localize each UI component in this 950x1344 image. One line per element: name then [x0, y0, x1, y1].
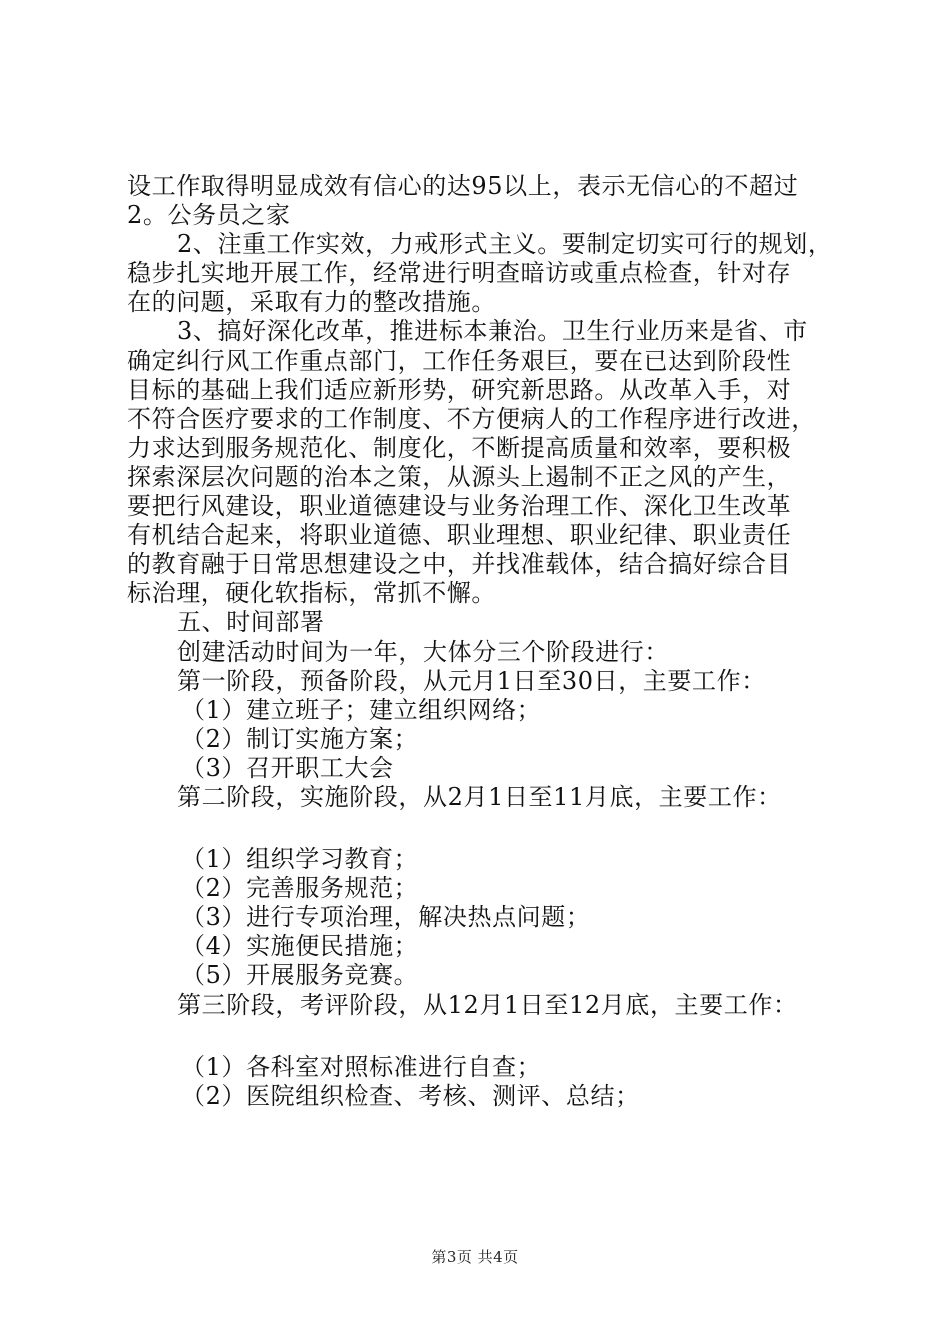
section-heading: 五、时间部署 [177, 608, 325, 637]
blank-line [127, 1020, 837, 1053]
paragraph-line: 3、搞好深化改革，推进标本兼治。卫生行业历来是省、市 [177, 317, 808, 346]
paragraph-line: 2、注重工作实效，力戒形式主义。要制定切实可行的规划， [177, 230, 833, 259]
paragraph-line: 的教育融于日常思想建设之中，并找准载体，结合搞好综合目 [127, 550, 792, 579]
paragraph-line: 目标的基础上我们适应新形势，研究新思路。从改革入手，对 [127, 375, 792, 404]
paragraph-line: 创建活动时间为一年，大体分三个阶段进行： [177, 637, 669, 666]
phase-heading: 第三阶段，考评阶段，从12月1日至12月底，主要工作： [177, 990, 798, 1019]
paragraph-line: 标治理，硬化软指标，常抓不懈。 [127, 579, 496, 608]
document-body [127, 172, 837, 1111]
phase-heading: 第二阶段，实施阶段，从2月1日至11月底，主要工作： [177, 782, 782, 811]
paragraph-line: 有机结合起来，将职业道德、职业理想、职业纪律、职业责任 [127, 521, 792, 550]
list-item: （3）召开职工大会 [181, 753, 394, 782]
paragraph-line: 要把行风建设，职业道德建设与业务治理工作、深化卫生改革 [127, 492, 792, 521]
phase-heading: 第一阶段，预备阶段，从元月1日至30日，主要工作： [177, 666, 766, 695]
paragraph-line: 力求达到服务规范化、制度化，不断提高质量和效率，要积极 [127, 433, 792, 462]
paragraph-line: 设工作取得明显成效有信心的达95以上，表示无信心的不超过 [127, 172, 799, 200]
list-item: （2）完善服务规范； [181, 874, 419, 903]
paragraph-line: 探索深层次问题的治本之策，从源头上遏制不正之风的产生， [127, 462, 792, 491]
blank-line [127, 812, 837, 845]
list-item: （5）开展服务竞赛。 [181, 961, 419, 990]
list-item: （2）医院组织检查、考核、测评、总结； [181, 1081, 640, 1110]
page-number-footer: 第3页 共4页 [431, 1248, 519, 1266]
paragraph-line: 2。公务员之家 [127, 201, 291, 230]
list-item: （1）建立班子；建立组织网络； [181, 695, 542, 724]
list-item: （2）制订实施方案； [181, 724, 419, 753]
list-item: （4）实施便民措施； [181, 932, 419, 961]
paragraph-line: 不符合医疗要求的工作制度、不方便病人的工作程序进行改进， [127, 404, 816, 433]
list-item: （1）组织学习教育； [181, 845, 419, 874]
paragraph-line: 确定纠行风工作重点部门，工作任务艰巨，要在已达到阶段性 [127, 346, 792, 375]
paragraph-line: 在的问题，采取有力的整改措施。 [127, 288, 496, 317]
list-item: （3）进行专项治理，解决热点问题； [181, 903, 591, 932]
list-item: （1）各科室对照标准进行自查； [181, 1052, 542, 1081]
paragraph-line: 稳步扎实地开展工作，经常进行明查暗访或重点检查，针对存 [127, 259, 792, 288]
